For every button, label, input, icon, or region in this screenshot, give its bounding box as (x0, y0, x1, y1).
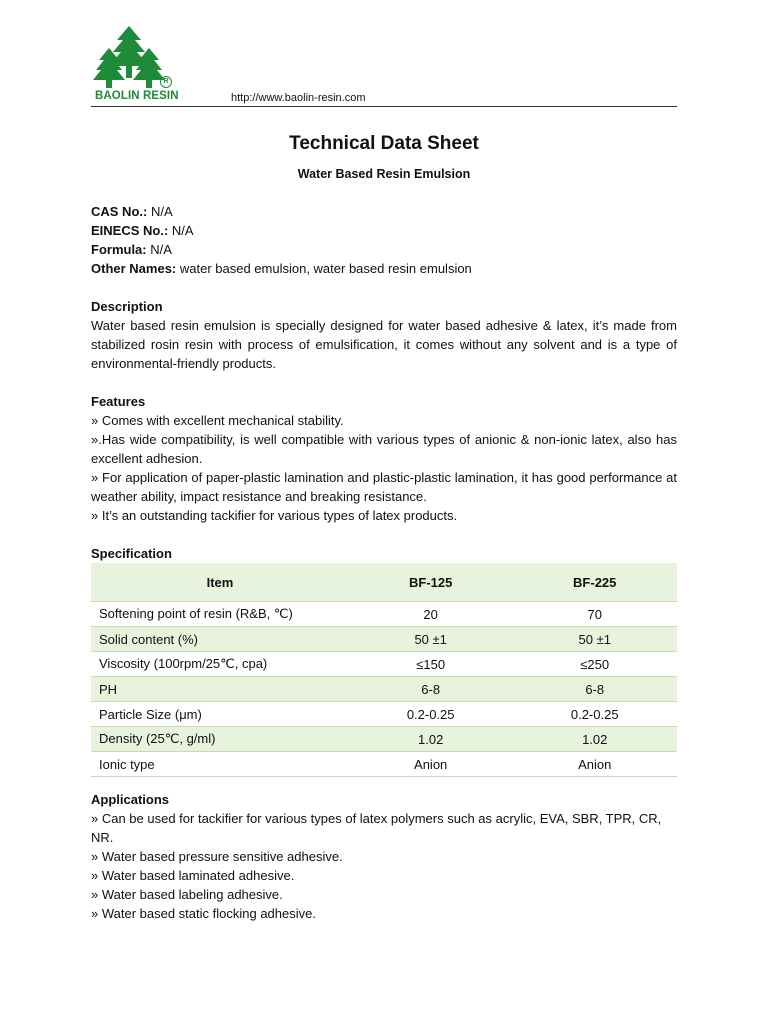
property-formula: Formula: N/A (91, 242, 172, 257)
column-header-item: Item (91, 563, 349, 602)
table-cell: Anion (349, 752, 513, 777)
table-cell: 70 (512, 602, 677, 627)
table-cell: 6-8 (349, 677, 513, 702)
applications-section (91, 790, 677, 923)
table-cell: Anion (512, 752, 677, 777)
table-cell: Softening point of resin (R&B, ℃) (91, 602, 349, 627)
company-logo (93, 26, 177, 106)
table-row (91, 602, 677, 627)
feature-item: » For application of paper-plastic lamination and plastic-plastic lamination, it has good performance at weather ability, impact resistance and breaking resistance. (91, 470, 677, 504)
table-row (91, 627, 677, 652)
website-url[interactable]: http://www.baolin-resin.com (231, 92, 366, 104)
application-item: » Water based labeling adhesive. (91, 887, 283, 902)
table-row (91, 702, 677, 727)
table-row (91, 752, 677, 777)
table-cell: 1.02 (349, 727, 513, 752)
property-other-names: Other Names: water based emulsion, water based resin emulsion (91, 261, 472, 276)
table-cell: ≤150 (349, 652, 513, 677)
application-item: » Water based static flocking adhesive. (91, 906, 316, 921)
table-cell: 50 ±1 (512, 627, 677, 652)
table-header-row (91, 563, 677, 602)
property-einecs: EINECS No.: N/A (91, 223, 194, 238)
table-row (91, 727, 677, 752)
features-section (91, 392, 677, 525)
application-item: » Water based pressure sensitive adhesive. (91, 849, 343, 864)
page-title: Technical Data Sheet (289, 133, 479, 154)
feature-item: » Comes with excellent mechanical stability. (91, 413, 344, 428)
table-row (91, 677, 677, 702)
column-header-bf225: BF-225 (512, 563, 677, 602)
feature-item: ».Has wide compatibility, is well compatible with various types of anionic & non-ionic latex, also has excellent adhesion. (91, 432, 677, 466)
table-cell: Viscosity (100rpm/25℃, cpa) (91, 652, 349, 677)
application-item: » Water based laminated adhesive. (91, 868, 295, 883)
table-cell: 0.2-0.25 (512, 702, 677, 727)
table-cell: Ionic type (91, 752, 349, 777)
description-heading: Description (91, 299, 163, 314)
table-cell: ≤250 (512, 652, 677, 677)
feature-item: » It’s an outstanding tackifier for various types of latex products. (91, 508, 458, 523)
pine-trees-icon (93, 26, 165, 88)
description-section (91, 297, 677, 373)
table-cell: Solid content (%) (91, 627, 349, 652)
properties-list (91, 202, 677, 278)
specification-table (91, 563, 677, 777)
table-cell: 6-8 (512, 677, 677, 702)
column-header-bf125: BF-125 (349, 563, 513, 602)
applications-heading: Applications (91, 792, 170, 807)
specification-heading: Specification (91, 546, 172, 561)
table-cell: Particle Size (μm) (91, 702, 349, 727)
table-row (91, 652, 677, 677)
registered-mark: R (160, 76, 172, 88)
table-cell: PH (91, 677, 349, 702)
table-cell: 0.2-0.25 (349, 702, 513, 727)
features-heading: Features (91, 394, 146, 409)
table-cell: 20 (349, 602, 513, 627)
logo-text: BAOLIN RESIN (95, 90, 179, 102)
table-cell: Density (25℃, g/ml) (91, 727, 349, 752)
header-divider (91, 106, 677, 107)
application-item: » Can be used for tackifier for various types of latex polymers such as acrylic, EVA, SBR, TPR, CR, NR. (91, 811, 662, 845)
description-text: Water based resin emulsion is specially designed for water based adhesive & latex, it’s made from stabilized rosin resin with process of emulsification, it comes without any solvent and is a type of environmental-friendly products. (91, 318, 677, 371)
property-cas: CAS No.: N/A (91, 204, 173, 219)
table-cell: 1.02 (512, 727, 677, 752)
page-subtitle: Water Based Resin Emulsion (297, 167, 471, 181)
table-cell: 50 ±1 (349, 627, 513, 652)
